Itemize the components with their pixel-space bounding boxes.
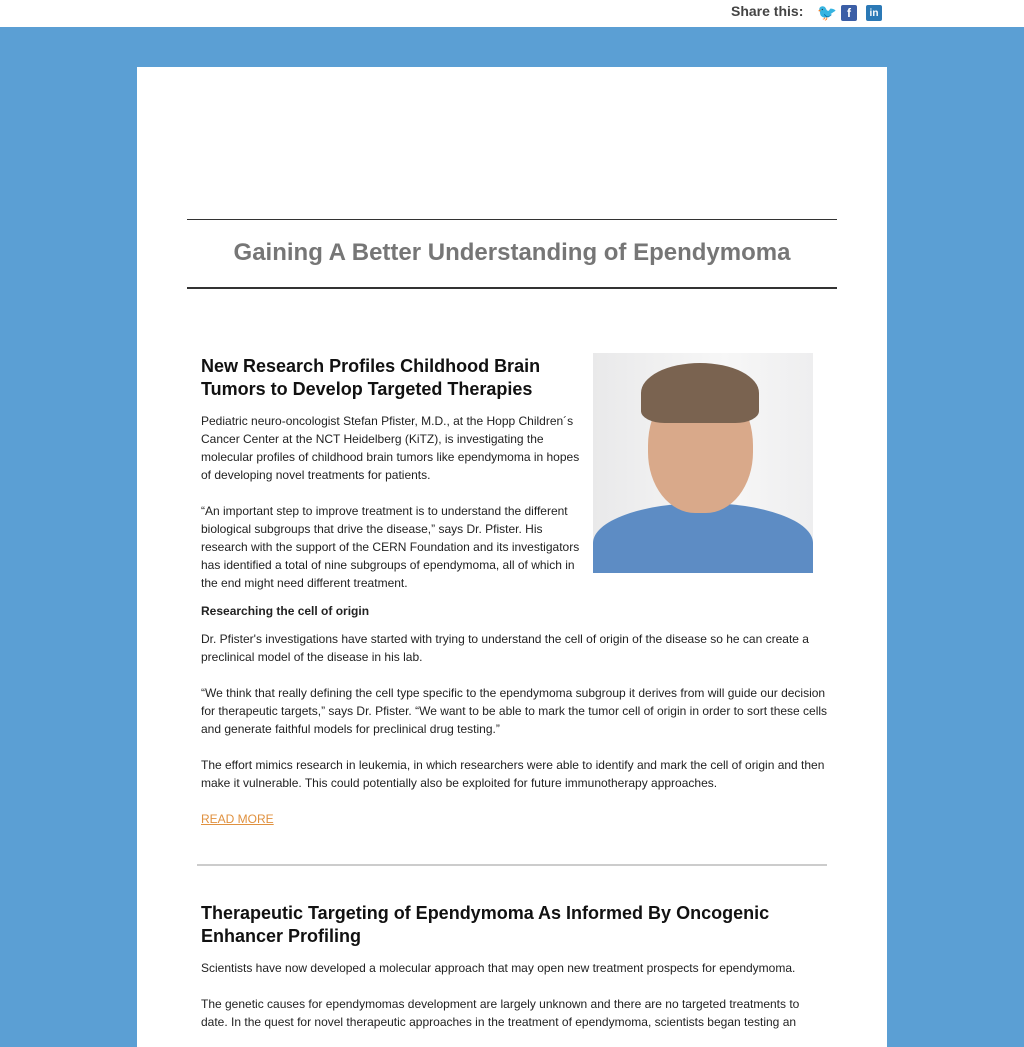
article1-subheading: Researching the cell of origin	[201, 604, 370, 618]
title-top-rule	[187, 219, 837, 220]
article2-heading[interactable]: Therapeutic Targeting of Ependymoma As Informed By Oncogenic Enhancer Profiling	[201, 903, 770, 946]
portrait-photo	[593, 353, 813, 573]
article1-paragraph: “An important step to improve treatment is to understand the different biological subgroups that drive the disease,” says Dr. Pfister. His research with the support of the CERN Foundation and its investigators has identified a total of nine subgroups of ependymoma, all of which in the end might need different treatment.	[201, 504, 580, 590]
article1-paragraph: “We think that really defining the cell type specific to the ependymoma subgroup it derives from will guide our decision for therapeutic targets,” says Dr. Pfister. “We want to be able to mark the tumor cell of origin in order to sort these cells and generate faithful models for preclinical drug testing.”	[201, 686, 828, 736]
article2-paragraph: Scientists have now developed a molecular approach that may open new treatment prospects for ependymoma.	[201, 961, 796, 975]
top-share-bar	[0, 0, 1024, 27]
linkedin-icon[interactable]: in	[866, 5, 882, 21]
facebook-icon[interactable]: f	[841, 5, 857, 21]
newsletter-title: Gaining A Better Understanding of Ependymoma	[233, 239, 791, 266]
read-more-link[interactable]: READ MORE	[201, 812, 274, 826]
title-bottom-rule	[187, 287, 837, 289]
article2-paragraph: The genetic causes for ependymomas development are largely unknown and there are no targeted treatments to date. In the quest for novel therapeutic approaches in the treatment of ependymoma, scientists began testing an	[201, 997, 800, 1029]
share-label: Share this:	[731, 3, 804, 19]
article1-paragraph: The effort mimics research in leukemia, in which researchers were able to identify and mark the cell of origin and then make it vulnerable. This could potentially also be exploited for future immunotherapy approaches.	[201, 758, 825, 790]
twitter-icon[interactable]: 🐦	[817, 5, 837, 22]
article1-paragraph: Pediatric neuro-oncologist Stefan Pfister, M.D., at the Hopp Children´s Cancer Center at the NCT Heidelberg (KiTZ), is investigating the molecular profiles of childhood brain tumors like ependymoma in hopes of developing novel treatments for patients.	[201, 414, 580, 482]
newsletter-card	[137, 67, 887, 1047]
article1-heading[interactable]: New Research Profiles Childhood Brain Tumors to Develop Targeted Therapies	[201, 356, 541, 399]
article1-paragraph: Dr. Pfister's investigations have started with trying to understand the cell of origin of the disease so he can create a preclinical model of the disease in his lab.	[201, 632, 809, 664]
article-divider	[197, 864, 827, 866]
